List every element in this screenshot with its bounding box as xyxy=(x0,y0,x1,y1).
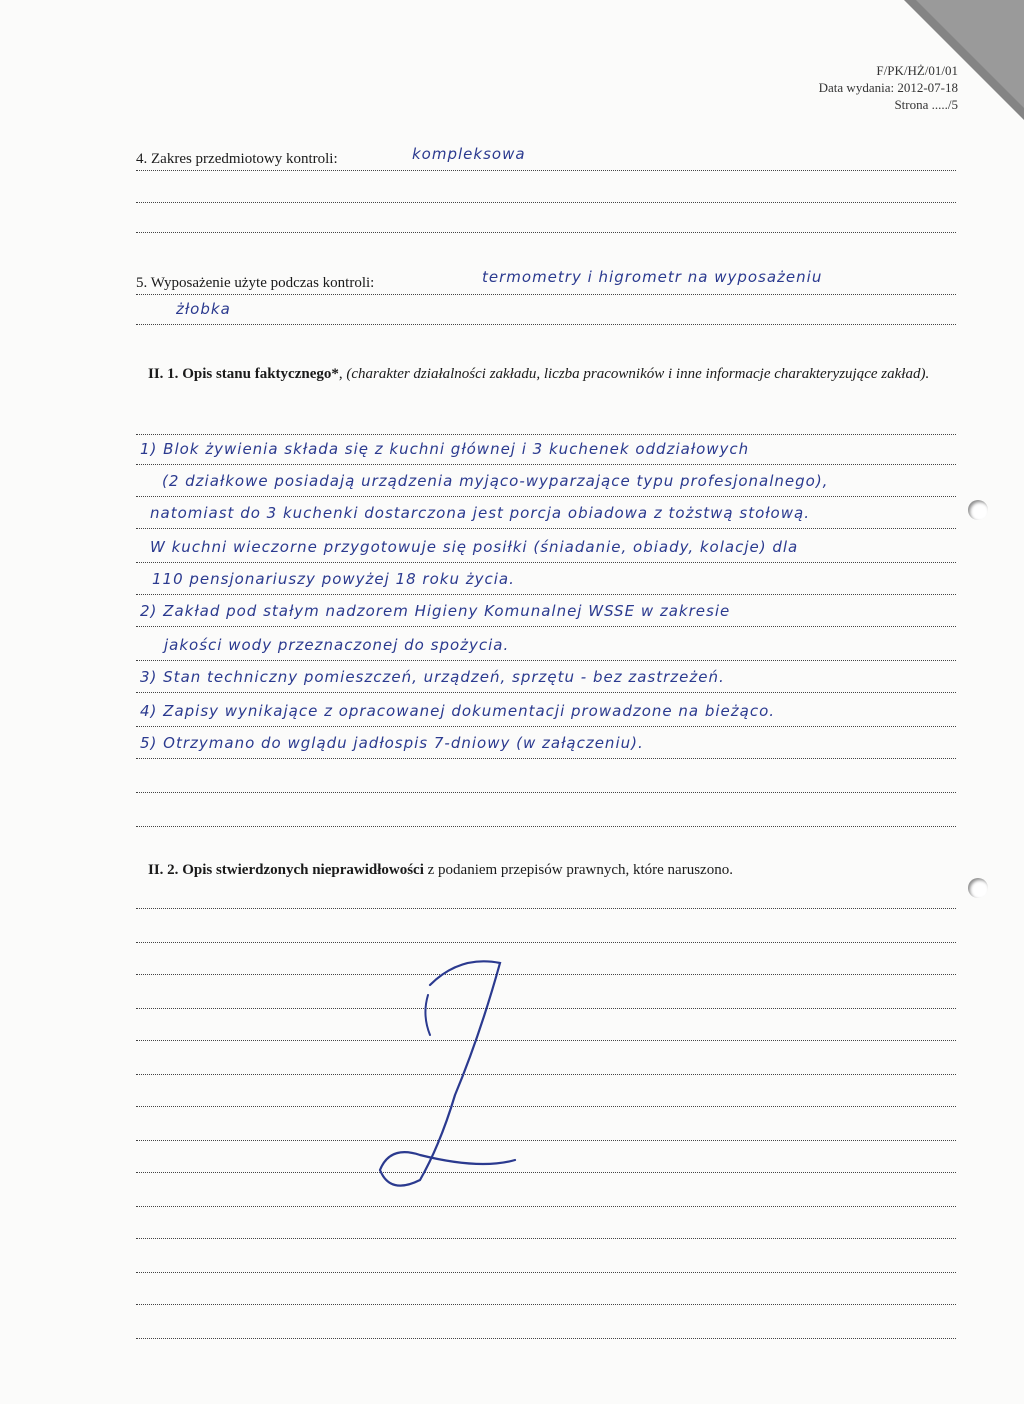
ii1-text-line: W kuchni wieczorne przygotowuje się posiłki (śniadanie, obiady, kolacje) dla xyxy=(150,538,799,556)
punch-hole xyxy=(968,878,988,898)
strike-through-mark xyxy=(360,945,540,1205)
ii1-text-line: jakości wody przeznaczonej do spożycia. xyxy=(164,636,510,654)
section-ii1-note: (charakter działalności zakładu, liczba pracowników i inne informacje charakteryzujące zakład). xyxy=(346,366,930,382)
ii1-text-line: (2 działkowe posiadają urządzenia myjąco-wyparzające typu profesjonalnego), xyxy=(162,472,829,490)
document-meta xyxy=(819,62,958,113)
issue-date: Data wydania: 2012-07-18 xyxy=(818,80,958,95)
blank-line xyxy=(136,886,956,909)
blank-line xyxy=(136,1018,956,1041)
section4-label: 4. Zakres przedmiotowy kontroli: xyxy=(136,151,338,167)
section4-value: kompleksowa xyxy=(412,145,526,163)
blank-line xyxy=(136,412,956,435)
blank-line xyxy=(136,952,956,975)
section-ii2-header xyxy=(148,860,958,880)
punch-hole xyxy=(968,500,988,520)
blank-line xyxy=(136,180,956,203)
section5-line-2 xyxy=(136,302,956,325)
blank-line xyxy=(136,920,956,943)
blank-line xyxy=(136,1150,956,1173)
blank-line xyxy=(136,1084,956,1107)
ii1-text-line: 5) Otrzymano do wglądu jadłospis 7-dniowy (w załączeniu). xyxy=(140,734,644,752)
ii1-text-line: natomiast do 3 kuchenki dostarczona jest porcja obiadowa z tożstwą stołową. xyxy=(150,504,810,522)
blank-line xyxy=(136,770,956,793)
strike-stroke-main xyxy=(380,961,515,1185)
ii1-text-line: 1) Blok żywienia składa się z kuchni głównej i 3 kuchenek oddziałowych xyxy=(140,440,750,458)
ii1-text-line: 2) Zakład pod stałym nadzorem Higieny Komunalnej WSSE w zakresie xyxy=(140,602,731,620)
blank-line xyxy=(136,1184,956,1207)
section-ii2-number: II. 2. xyxy=(148,862,179,878)
ii1-text-line: 3) Stan techniczny pomieszczeń, urządzeń, sprzętu - bez zastrzeżeń. xyxy=(140,668,725,686)
blank-line xyxy=(136,1316,956,1339)
section5-value-1: termometry i higrometr na wyposażeniu xyxy=(482,268,823,286)
ii1-text-line: 4) Zapisy wynikające z opracowanej dokumentacji prowadzone na bieżąco. xyxy=(140,702,776,720)
form-code: F/PK/HŻ/01/01 xyxy=(876,63,958,78)
page-number: Strona ...../5 xyxy=(894,97,958,112)
section5-value-2: żłobka xyxy=(176,300,231,318)
blank-line xyxy=(136,1250,956,1273)
ii1-text-line: 110 pensjonariuszy powyżej 18 roku życia. xyxy=(152,570,515,588)
blank-line xyxy=(136,210,956,233)
blank-line xyxy=(136,1282,956,1305)
section-ii1-title: Opis stanu faktycznego* xyxy=(182,366,339,382)
blank-line xyxy=(136,804,956,827)
blank-line xyxy=(136,1052,956,1075)
strike-stroke-tick xyxy=(425,995,430,1035)
section5-label: 5. Wyposażenie użyte podczas kontroli: xyxy=(136,275,375,291)
section-ii1-header: II. 1. Opis stanu faktycznego*, (charakter działalności zakładu, liczba pracowników i inne informacje charakteryzujące zakład). xyxy=(148,366,930,382)
section-ii1-number: II. 1. xyxy=(148,366,179,382)
section-ii2-rest: z podaniem przepisów prawnych, które naruszono. xyxy=(427,862,733,878)
blank-line xyxy=(136,986,956,1009)
section-ii2-title: Opis stwierdzonych nieprawidłowości xyxy=(182,862,424,878)
blank-line xyxy=(136,1118,956,1141)
blank-line xyxy=(136,1216,956,1239)
